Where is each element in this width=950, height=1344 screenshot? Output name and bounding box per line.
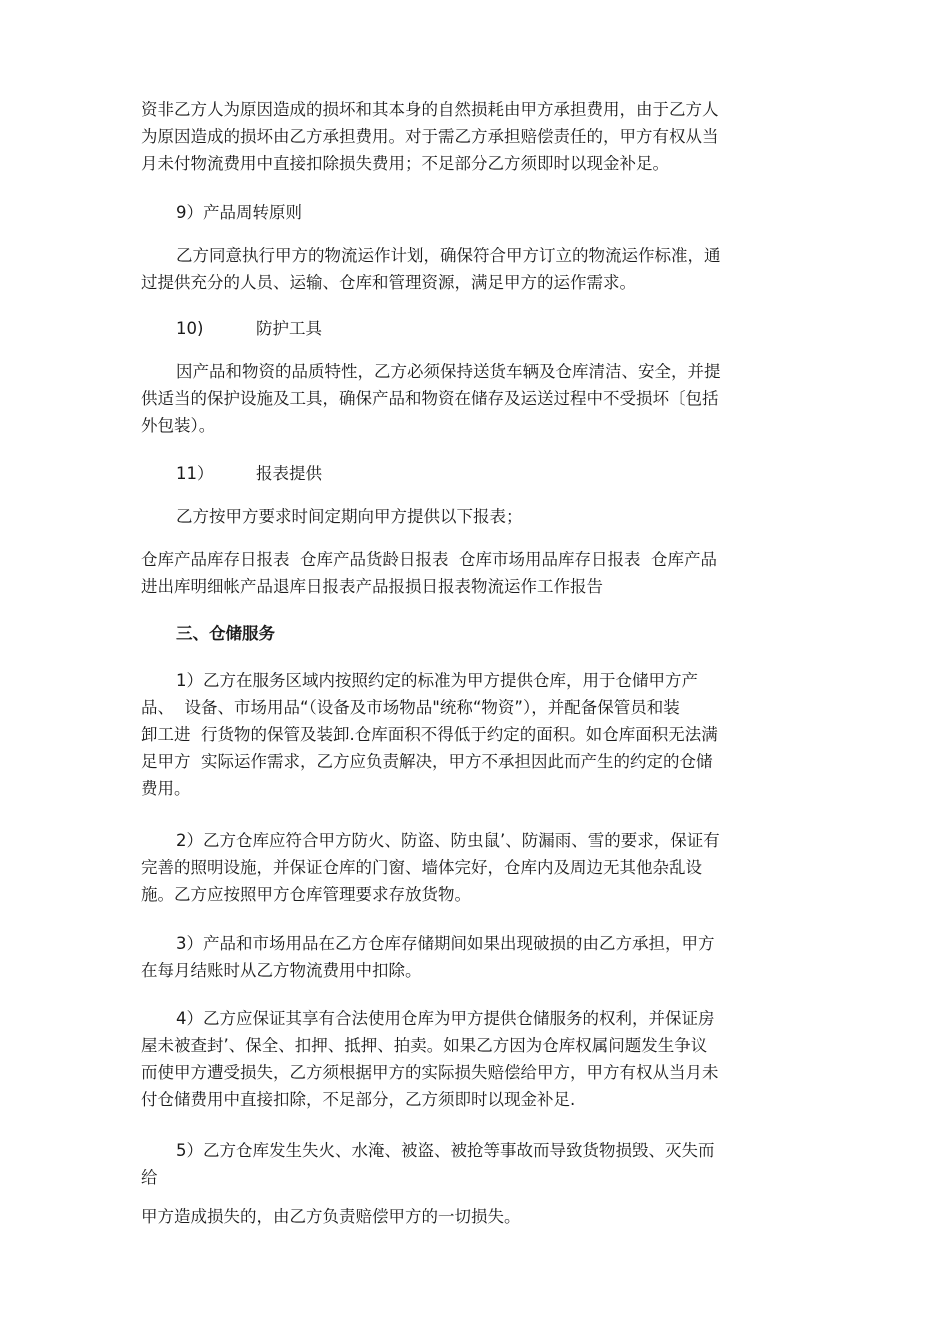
text-line: 完善的照明设施，并保证仓库的门窗、墙体完好，仓库内及周边无其他杂乱设 bbox=[141, 858, 702, 877]
text-line: 供适当的保护设施及工具，确保产品和物资在储存及运送过程中不受损坏〔包括 bbox=[141, 389, 719, 408]
paragraph-liability bbox=[141, 96, 821, 177]
section-heading-warehouse bbox=[176, 620, 856, 647]
text-line: 品、 设备、市场用品“（设备及市场物品"统称“物资”），并配备保管员和装 bbox=[141, 698, 680, 717]
text-line: 付仓储费用中直接扣除，不足部分，乙方须即时以现金补足. bbox=[141, 1090, 576, 1109]
clause-1 bbox=[141, 667, 821, 802]
heading-text: 产品周转原则 bbox=[203, 203, 302, 222]
text-line: 仓库产品库存日报表 仓库产品货龄日报表 仓库市场用品库存日报表 仓库产品 bbox=[141, 550, 717, 569]
text-line: 外包装）。 bbox=[141, 416, 216, 435]
text-line: 为原因造成的损坏由乙方承担费用。对于需乙方承担赔偿责任的，甲方有权从当 bbox=[141, 127, 719, 146]
clause-5-continued bbox=[141, 1203, 821, 1230]
heading-number: 9） bbox=[176, 203, 203, 222]
text-line: 甲方造成损失的，由乙方负责赔偿甲方的一切损失。 bbox=[141, 1207, 521, 1226]
heading-11 bbox=[176, 460, 856, 487]
clause-4 bbox=[141, 1005, 821, 1113]
paragraph-11 bbox=[176, 503, 856, 530]
heading-text: 报表提供 bbox=[256, 464, 322, 483]
clause-2 bbox=[141, 827, 821, 908]
heading-10 bbox=[176, 315, 856, 342]
heading-text: 防护工具 bbox=[256, 319, 322, 338]
heading-number: 11） bbox=[176, 464, 214, 483]
text-line: 而使甲方遭受损失，乙方须根据甲方的实际损失赔偿给甲方，甲方有权从当月未 bbox=[141, 1063, 719, 1082]
report-list bbox=[141, 546, 821, 600]
clause-3 bbox=[141, 930, 821, 984]
text-line: 4）乙方应保证其享有合法使用仓库为甲方提供仓储服务的权利，并保证房 bbox=[176, 1009, 715, 1028]
text-line: 乙方同意执行甲方的物流运作计划，确保符合甲方订立的物流运作标准，通 bbox=[176, 246, 721, 265]
text-line: 屋未被查封’、保全、扣押、抵押、拍卖。如果乙方因为仓库权属问题发生争议 bbox=[141, 1036, 708, 1055]
text-line: 因产品和物资的品质特性，乙方必须保持送货车辆及仓库清洁、安全，并提 bbox=[176, 362, 721, 381]
text-line: 月未付物流费用中直接扣除损失费用；不足部分乙方须即时以现金补足。 bbox=[141, 154, 669, 173]
section-title: 三、仓储服务 bbox=[176, 624, 275, 643]
text-line: 费用。 bbox=[141, 779, 191, 798]
heading-9 bbox=[176, 199, 856, 226]
text-line: 在每月结账时从乙方物流费用中扣除。 bbox=[141, 961, 422, 980]
text-line: 给 bbox=[141, 1168, 158, 1187]
text-line: 足甲方 实际运作需求，乙方应负责解决，甲方不承担因此而产生的约定的仓储 bbox=[141, 752, 713, 771]
text-line: 卸工进 行货物的保管及装卸.仓库面积不得低于约定的面积。如仓库面积无法满 bbox=[141, 725, 718, 744]
text-line: 1）乙方在服务区域内按照约定的标准为甲方提供仓库，用于仓储甲方产 bbox=[176, 671, 698, 690]
paragraph-9 bbox=[141, 242, 821, 296]
paragraph-10 bbox=[141, 358, 821, 439]
text-line: 资非乙方人为原因造成的损坏和其本身的自然损耗由甲方承担费用，由于乙方人 bbox=[141, 100, 719, 119]
text-line: 过提供充分的人员、运输、仓库和管理资源，满足甲方的运作需求。 bbox=[141, 273, 636, 292]
text-line: 乙方按甲方要求时间定期向甲方提供以下报表； bbox=[176, 507, 523, 526]
text-line: 进出库明细帐产品退库日报表产品报损日报表物流运作工作报告 bbox=[141, 577, 603, 596]
text-line: 施。乙方应按照甲方仓库管理要求存放货物。 bbox=[141, 885, 471, 904]
heading-number: 10) bbox=[176, 319, 204, 338]
text-line: 2）乙方仓库应符合甲方防火、防盗、防虫鼠’、防漏雨、雪的要求，保证有 bbox=[176, 831, 720, 850]
text-line: 3）产品和市场用品在乙方仓库存储期间如果出现破损的由乙方承担，甲方 bbox=[176, 934, 715, 953]
text-line: 5）乙方仓库发生失火、水淹、被盗、被抢等事故而导致货物损毁、灭失而 bbox=[176, 1141, 715, 1160]
clause-5 bbox=[141, 1137, 821, 1191]
